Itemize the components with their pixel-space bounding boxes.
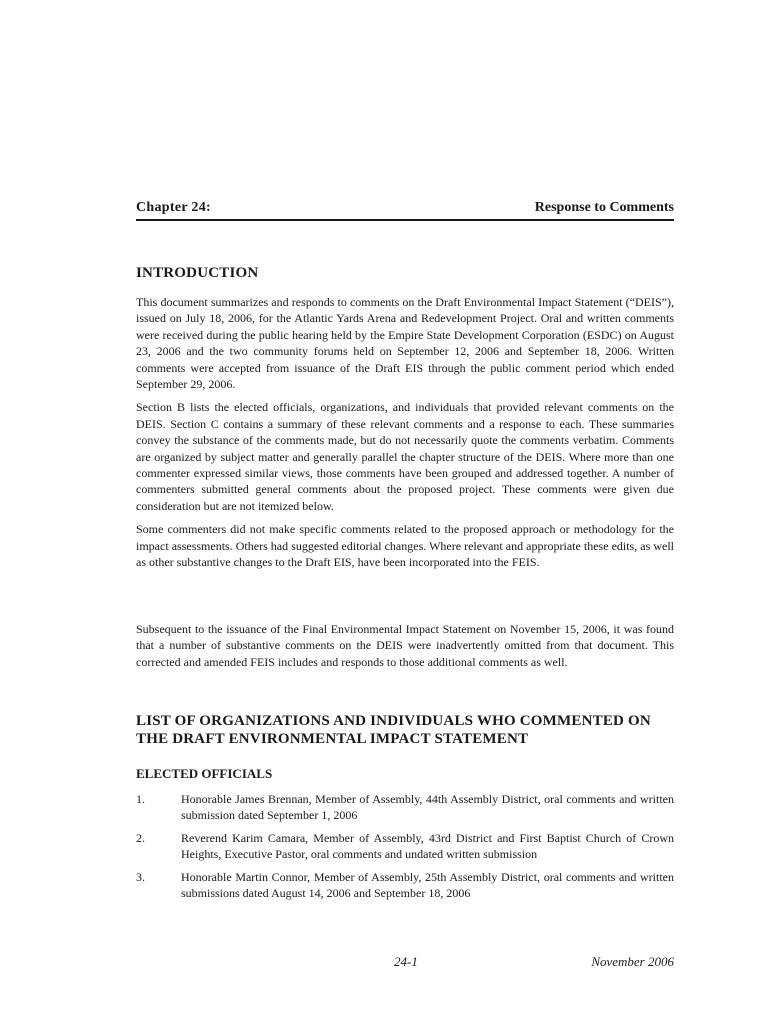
elected-officials-heading: ELECTED OFFICIALS (136, 766, 273, 781)
list-number: 1. (136, 792, 145, 806)
introduction-heading: INTRODUCTION (136, 265, 259, 281)
list-number: 3. (136, 869, 145, 884)
list-text: Honorable Martin Connor, Member of Assembly, 25th Assembly District, oral comments and written submissions dated August 14, 2006 and September 18, 2006 (181, 869, 674, 901)
paragraph: Section B lists the elected officials, organizations, and individuals that provided relevant comments on the DEIS. Section C contains a summary of these relevant comments and a response to each. These summaries convey the substance of the comments made, but do not necessarily quote the comments verbatim. Comments are organized by subject matter and generally parallel the chapter structure of the DEIS. Where more than one commenter expressed similar views, those comments have been grouped and addressed together. A number of commenters submitted general comments about the proposed project. These comments were given due consideration but are not itemized below. (136, 400, 674, 513)
commenters-list-heading: LIST OF ORGANIZATIONS AND INDIVIDUALS WHO COMMENTED ON THE DRAFT ENVIRONMENTAL IMPACT STATEMENT (136, 713, 651, 747)
footer-date: November 2006 (591, 954, 674, 969)
list-item (136, 830, 674, 863)
paragraph: This document summarizes and responds to comments on the Draft Environmental Impact Statement (“DEIS”), issued on July 18, 2006, for the Atlantic Yards Arena and Redevelopment Project. Oral and written comments were received during the public hearing held by the Empire State Development Corporation (ESDC) on August 23, 2006 and the two community forums held on September 12, 2006 and September 18, 2006. Written comments were accepted from issuance of the Draft EIS through the public comment period which ended September 29, 2006. (136, 295, 674, 392)
list-text: Honorable James Brennan, Member of Assembly, 44th Assembly District, oral comments and written submission dated September 1, 2006 (181, 792, 674, 823)
page-number: 24-1 (394, 954, 418, 969)
paragraph: Some commenters did not make specific comments related to the proposed approach or methodology for the impact assessments. Others had suggested editorial changes. Where relevant and appropriate these edits, as well as other substantive changes to the Draft EIS, have been incorporated into the FEIS. (136, 522, 674, 570)
chapter-number: Chapter 24: (136, 200, 211, 215)
chapter-header (136, 200, 674, 221)
introduction-body (136, 294, 674, 578)
list-item (136, 869, 674, 902)
chapter-title: Response to Comments (534, 200, 674, 215)
elected-officials-list (136, 791, 674, 907)
list-number: 2. (136, 830, 145, 845)
introduction-body-continued (136, 621, 674, 677)
paragraph: Subsequent to the issuance of the Final Environmental Impact Statement on November 15, 2006, it was found that a number of substantive comments on the DEIS were inadvertently omitted from that document. This corrected and amended FEIS includes and responds to those additional comments as well. (136, 622, 674, 669)
list-item (136, 791, 674, 824)
document-page (136, 0, 674, 1024)
list-text: Reverend Karim Camara, Member of Assembly, 43rd District and First Baptist Church of Crown Heights, Executive Pastor, oral comments and undated written submission (181, 830, 674, 862)
